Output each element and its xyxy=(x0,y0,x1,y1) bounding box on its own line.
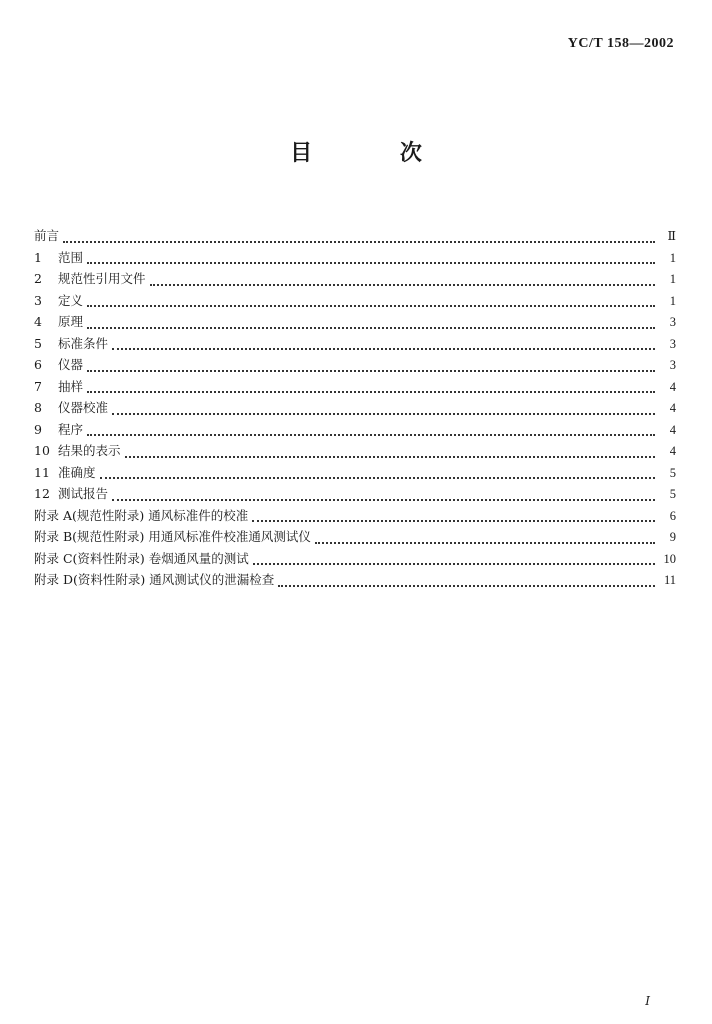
toc-entry[interactable] xyxy=(34,225,676,247)
toc-entry-title: 仪器校准 xyxy=(58,400,109,415)
toc-entry-page: 3 xyxy=(669,315,676,329)
toc-entry-number: 4 xyxy=(34,314,42,329)
toc-entry-title: 程序 xyxy=(58,421,84,437)
toc-entry[interactable] xyxy=(34,247,676,269)
dot-leader xyxy=(87,434,655,436)
toc-entry[interactable] xyxy=(34,333,676,355)
dot-leader xyxy=(252,520,655,522)
standard-number: YC/T 158—2002 xyxy=(567,36,674,51)
toc-entry-title: 抽样 xyxy=(58,378,84,394)
toc-entry[interactable] xyxy=(34,376,676,398)
toc-entry[interactable] xyxy=(34,419,676,441)
toc-entry-number: 8 xyxy=(34,400,42,415)
toc-entry[interactable] xyxy=(34,354,676,376)
toc-entry-page: 9 xyxy=(669,530,676,544)
toc-entry[interactable] xyxy=(34,462,676,484)
toc-entry-label xyxy=(34,268,150,290)
dot-leader xyxy=(112,413,655,415)
toc-entry-title: 标准条件 xyxy=(58,335,109,351)
page-number: Ⅰ xyxy=(645,994,650,1008)
toc-entry-label xyxy=(34,354,87,376)
toc-entry[interactable] xyxy=(34,268,676,290)
toc-entry-label xyxy=(34,440,125,462)
toc-entry-page: 3 xyxy=(669,358,676,372)
toc-entry-label xyxy=(34,333,112,355)
dot-leader xyxy=(87,262,655,264)
dot-leader xyxy=(63,241,655,243)
toc-entry[interactable] xyxy=(34,290,676,312)
dot-leader xyxy=(112,348,655,350)
toc-entry-number: 6 xyxy=(34,357,42,372)
dot-leader xyxy=(87,370,655,372)
toc-entry-title: 测试报告 xyxy=(58,486,109,501)
page-title: 目 次 xyxy=(290,140,462,166)
toc-entry-title: 结果的表示 xyxy=(58,443,121,458)
toc-entry[interactable] xyxy=(34,440,676,462)
toc-entry-page: 11 xyxy=(663,573,676,587)
toc-entry-title: 准确度 xyxy=(58,464,96,480)
table-of-contents xyxy=(34,225,676,591)
toc-entry-page: Ⅱ xyxy=(667,229,676,243)
toc-entry-number: 7 xyxy=(34,378,42,394)
toc-entry-page: 6 xyxy=(669,508,676,523)
toc-entry-label xyxy=(34,462,100,484)
toc-entry-label xyxy=(34,505,252,527)
toc-entry[interactable] xyxy=(34,569,676,591)
toc-entry-page: 1 xyxy=(669,272,676,286)
toc-entry-number: 11 xyxy=(34,464,50,480)
toc-entry-number: 10 xyxy=(34,443,50,458)
dot-leader xyxy=(125,456,655,458)
toc-entry[interactable] xyxy=(34,526,676,548)
dot-leader xyxy=(315,542,655,544)
toc-entry-title: 附录 D(资料性附录) 通风测试仪的泄漏检查 xyxy=(34,572,275,587)
toc-entry-page: 4 xyxy=(669,379,676,394)
dot-leader xyxy=(253,563,655,565)
toc-entry-page: 5 xyxy=(669,487,676,501)
toc-entry-page: 1 xyxy=(669,293,676,308)
toc-entry-label xyxy=(34,397,112,419)
toc-entry-label xyxy=(34,376,87,398)
dot-leader xyxy=(87,327,655,329)
dot-leader xyxy=(278,585,655,587)
toc-entry-title: 原理 xyxy=(58,314,84,329)
toc-entry-page: 10 xyxy=(663,551,676,566)
toc-entry-number: 2 xyxy=(34,271,42,286)
toc-entry-title: 定义 xyxy=(58,292,84,308)
toc-entry-number: 12 xyxy=(34,486,50,501)
toc-entry-page: 4 xyxy=(669,401,676,415)
toc-entry-label xyxy=(34,526,315,548)
toc-entry[interactable] xyxy=(34,397,676,419)
toc-entry-title: 前言 xyxy=(34,228,60,243)
toc-entry-number: 3 xyxy=(34,292,42,308)
toc-entry-label xyxy=(34,311,87,333)
toc-entry-title: 附录 A(规范性附录) 通风标准件的校准 xyxy=(34,507,249,523)
toc-entry-page: 1 xyxy=(669,250,676,265)
toc-entry-label xyxy=(34,483,112,505)
toc-entry-page: 5 xyxy=(669,465,676,480)
toc-entry-number: 5 xyxy=(34,335,42,351)
toc-entry-label xyxy=(34,548,253,570)
toc-entry[interactable] xyxy=(34,548,676,570)
toc-entry-title: 附录 C(资料性附录) 卷烟通风量的测试 xyxy=(34,550,249,566)
dot-leader xyxy=(87,391,655,393)
toc-entry-title: 仪器 xyxy=(58,357,84,372)
toc-entry[interactable] xyxy=(34,505,676,527)
toc-entry-page: 4 xyxy=(669,422,676,437)
toc-entry-title: 规范性引用文件 xyxy=(58,271,146,286)
toc-entry-label xyxy=(34,247,87,269)
toc-entry[interactable] xyxy=(34,311,676,333)
toc-entry-label xyxy=(34,419,87,441)
toc-entry-number: 1 xyxy=(34,249,42,265)
dot-leader xyxy=(100,477,655,479)
toc-entry-title: 范围 xyxy=(58,249,84,265)
toc-entry-label xyxy=(34,569,278,591)
toc-entry-title: 附录 B(规范性附录) 用通风标准件校准通风测试仪 xyxy=(34,529,311,544)
toc-entry-label xyxy=(34,225,63,247)
toc-entry-page: 4 xyxy=(669,444,676,458)
dot-leader xyxy=(87,305,655,307)
dot-leader xyxy=(150,284,655,286)
dot-leader xyxy=(112,499,655,501)
toc-entry-label xyxy=(34,290,87,312)
toc-entry[interactable] xyxy=(34,483,676,505)
toc-entry-page: 3 xyxy=(669,336,676,351)
toc-entry-number: 9 xyxy=(34,421,42,437)
